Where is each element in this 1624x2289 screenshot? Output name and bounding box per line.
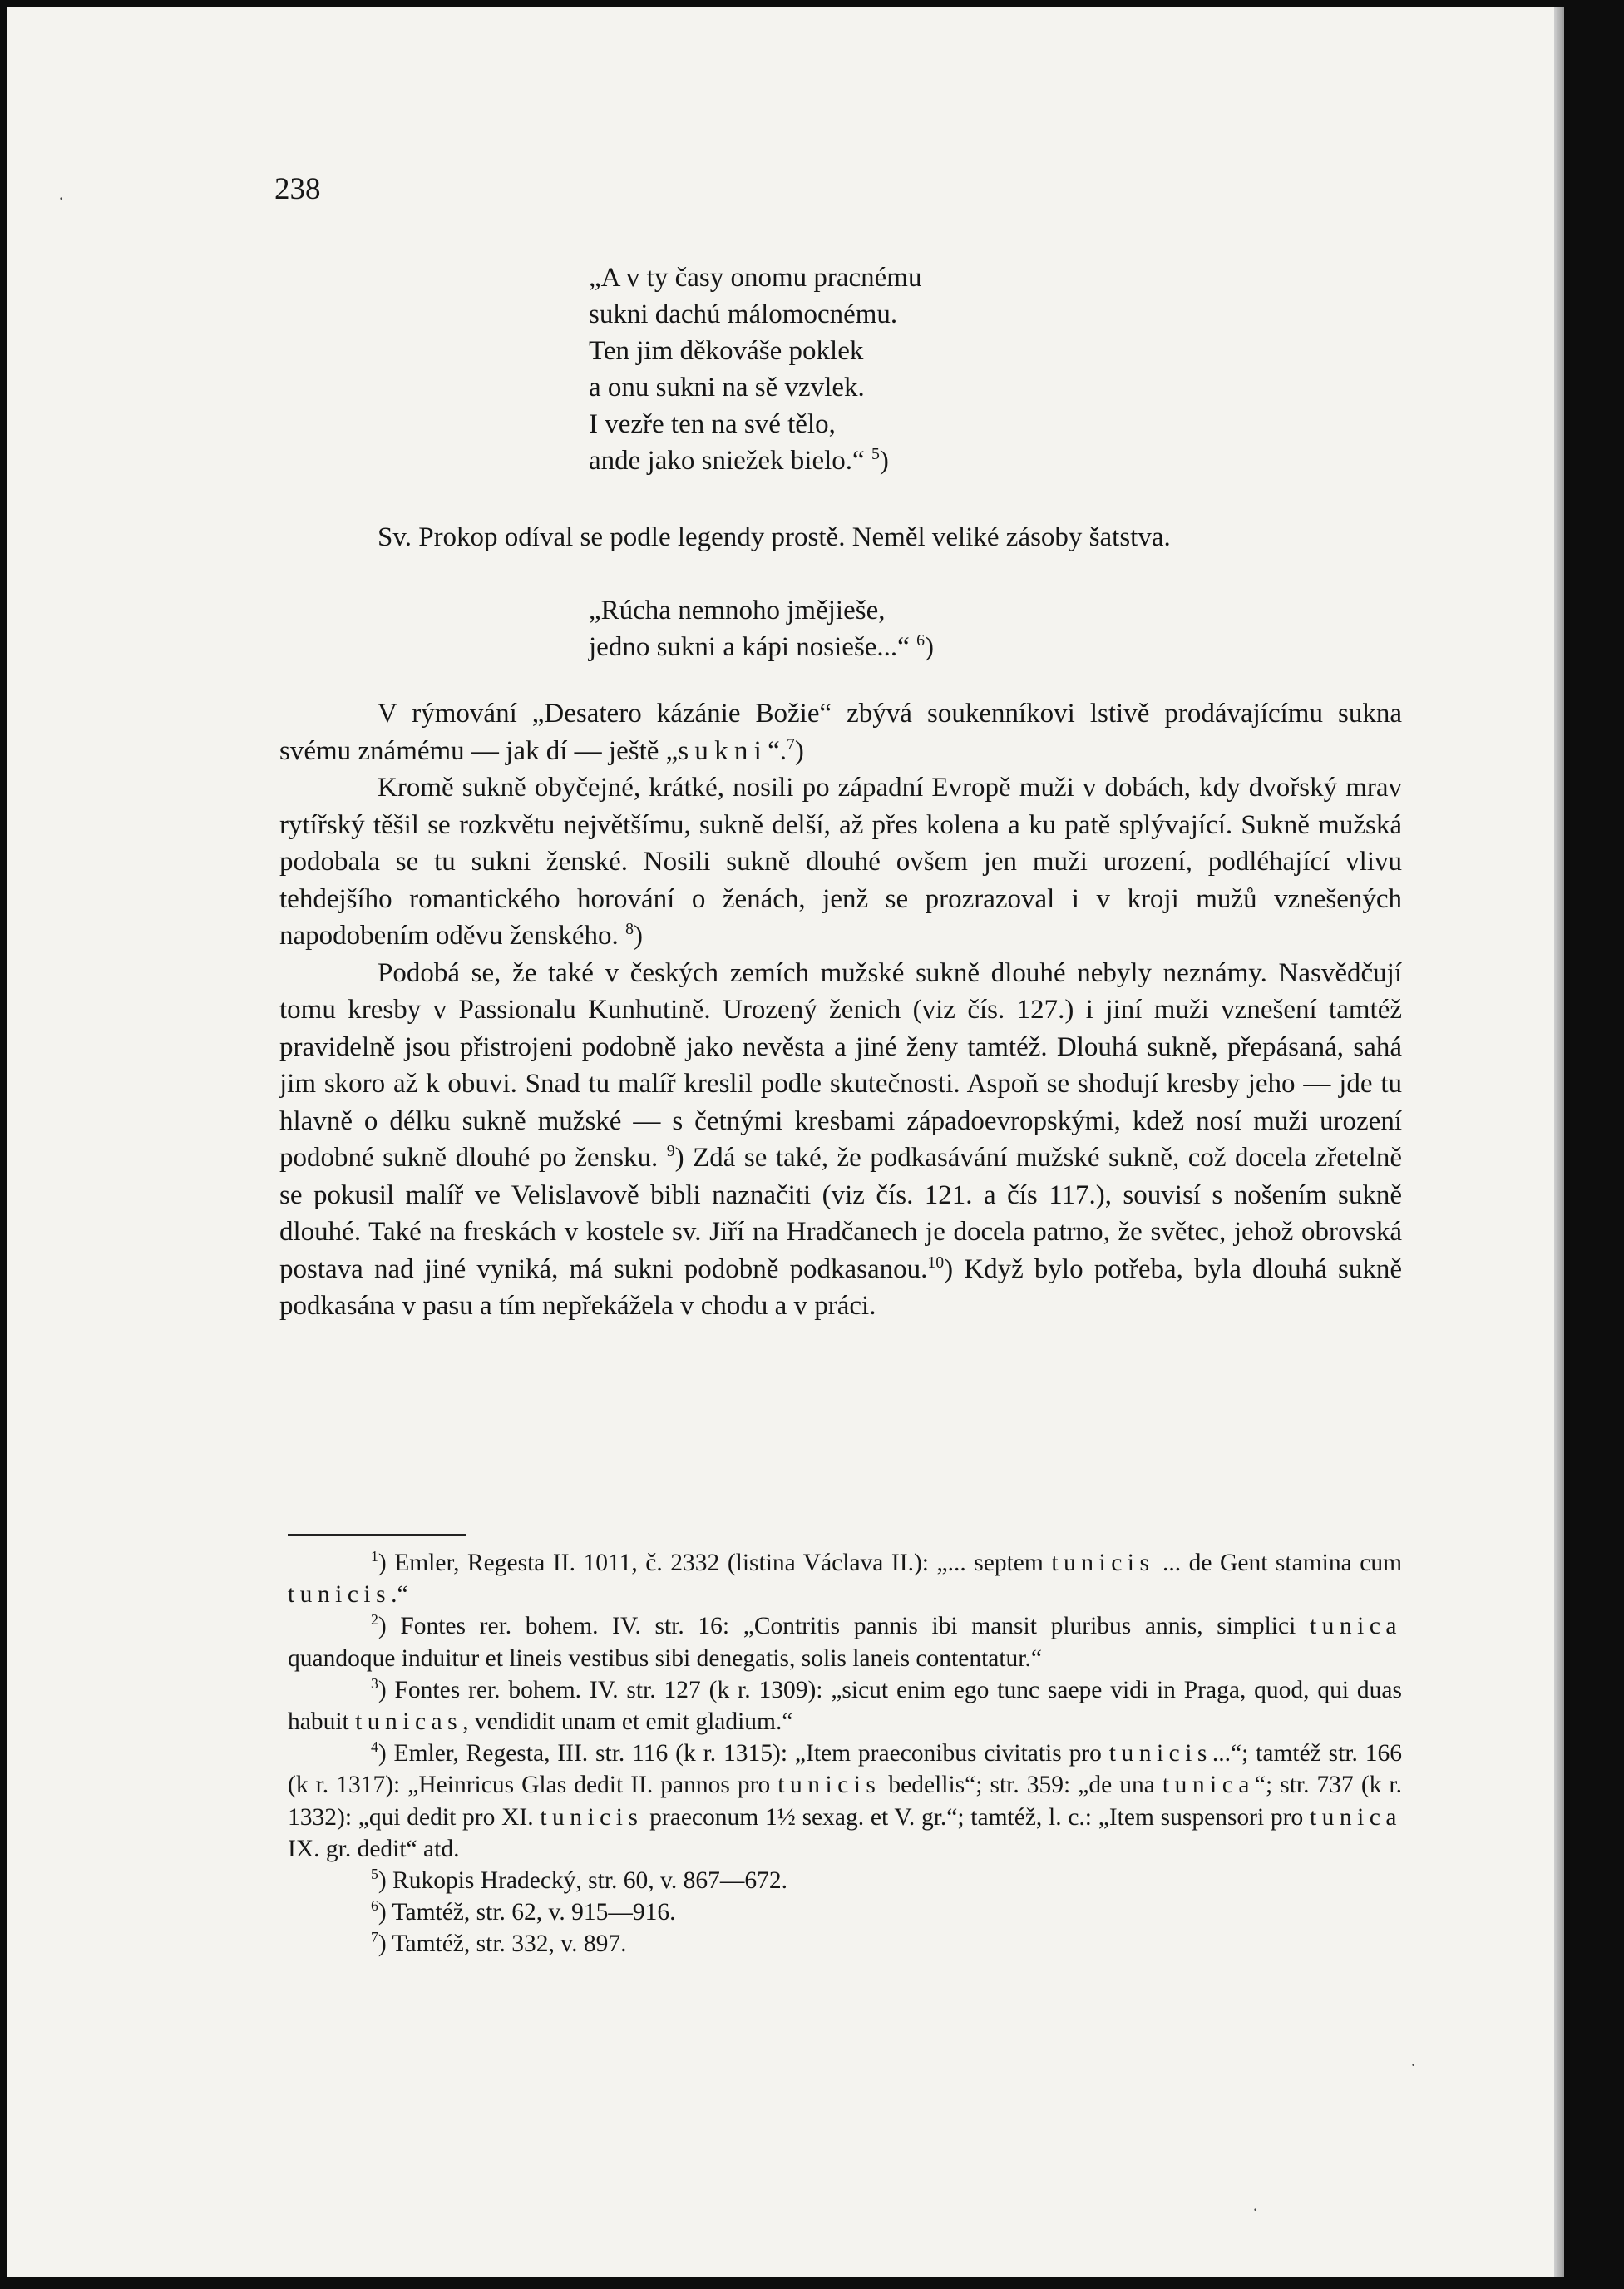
footnote-2: $^2$) Fontes rer. bohem. IV. str. 16: „Contritis pannis ibi mansit pluribus annis, simplici tunica quandoque induitur et lineis vestibus sibi denegatis, solis laneis contentatur.“	[288, 1611, 1402, 1672]
verse-line: sukni dachú málomocnému.	[589, 299, 898, 329]
paragraph-prokop: Sv. Prokop odíval se podle legendy prostě. Neměl veliké zásoby šatstva.	[378, 522, 1171, 552]
footnotes	[288, 1547, 1402, 1960]
page-number: 238	[274, 172, 321, 206]
verse-quote-1	[589, 260, 921, 479]
verse-line: „A v ty časy onomu pracnému	[589, 263, 922, 293]
verse-line: „Rúcha nemnoho jmějieše,	[589, 596, 886, 625]
footnote-divider	[288, 1534, 466, 1536]
footnote-5: $^5$) Rukopis Hradecký, str. 60, v. 867—672.	[371, 1866, 788, 1895]
footnote-ref: 8	[625, 920, 634, 938]
verse-quote-2	[589, 592, 934, 665]
verse-line: ande jako sniežek bielo.“ $^5$)	[589, 445, 889, 476]
verse-line: I vezře ten na své tělo,	[589, 409, 836, 439]
footnote-ref: 10	[927, 1253, 945, 1272]
paragraph-dlouhe-sukne: Kromě sukně obyčejné, krátké, nosili po západní Evropě muži v dobách, kdy dvořský mrav rytířský těšil se rozkvětu největšímu, sukně delší, až přes kolena a ku patě splývající. Sukně mužská podobala se tu sukni ženské. Nosili sukně dlouhé ovšem jen muži urození, podléhající vlivu tehdejšího romantického horování o ženách, jenž se prozrazoval i v kroji mužů vznešených napodobením oděvu ženského. $^8$)	[279, 773, 1402, 951]
scan-speck: ·	[58, 188, 65, 209]
book-page	[7, 7, 1564, 2277]
footnote-ref: 9	[666, 1142, 675, 1160]
scan-speck: ·	[1252, 2199, 1259, 2220]
verse-line: a onu sukni na sě vzvlek.	[589, 373, 865, 403]
verse-line: Ten jim děkováše poklek	[589, 336, 864, 366]
footnote-4: $^4$) Emler, Regesta, III. str. 116 (k r. 1315): „Item praeconibus civitatis pro tunicis...“; tamtéž str. 166 (k r. 1317): „Heinricus Glas dedit II. pannos pro tunicis bedellis“; str. 359: „de una tunica“; str. 737 (k r. 1332): „qui dedit pro XI. tunicis praeconum 1½ sexag. et V. gr.“; tamtéž, l. c.: „Item suspensori pro tunica IX. gr. dedit“ atd.	[288, 1738, 1403, 1862]
footnote-1: $^1$) Emler, Regesta II. 1011, č. 2332 (listina Václava II.): „... septem tunicis ... de Gent stamina cum tunicis.“	[288, 1548, 1403, 1609]
page-edge-shadow	[1554, 7, 1564, 2277]
main-text	[279, 695, 1402, 1325]
paragraph-desatero: V rýmování „Desatero kázánie Božie“ zbývá soukenníkovi lstivě prodávajícímu sukna svému známému — jak dí — ještě „sukni“.$^7$)	[279, 699, 1402, 766]
footnote-3: $^3$) Fontes rer. bohem. IV. str. 127 (k r. 1309): „sicut enim ego tunc saepe vidi in Praga, quod, qui duas habuit tunicas, vendidit unam et emit gladium.“	[288, 1674, 1402, 1736]
footnote-7: $^7$) Tamtéž, str. 332, v. 897.	[371, 1929, 627, 1958]
paragraph-ceske-zeme: Podobá se, že také v českých zemích mužské sukně dlouhé nebyly neznámy. Nasvědčují tomu kresby v Passionalu Kunhutině. Urozený ženich (viz čís. 127.) i jiní muži vznešení tamtéž pravidelně jsou přistrojeni podobně jako nevěsta a jiné ženy tamtéž. Dlouhá sukně, přepásaná, sahá jim skoro až k obuvi. Snad tu malíř kreslil podle skutečnosti. Aspoň se shodují kresby jeho — jde tu hlavně o délku sukně mužské — s četnými kresbami západoevropskými, kdež nosí muži urození podobné sukně dlouhé po žensku. $^9$) Zdá se také, že podkasávání mužské sukně, což docela zřetelně se pokusil malíř ve Velislavově bibli naznačiti (viz čís. 121. a čís 117.), souvisí s nošením sukně dlouhé. Také na freskách v kostele sv. Jiří na Hradčanech je docela patrno, že světec, jehož obrovská postava nad jiné vyniká, má sukni podobně podkasanou.$^{10}$) Když bylo potřeba, byla dlouhá sukně podkasána v pasu a tím nepřekážela v chodu a v práci.	[279, 957, 1402, 1321]
footnote-ref: 5	[871, 445, 880, 463]
footnote-ref: 6	[916, 631, 925, 650]
scan-speck: ·	[1410, 2054, 1417, 2075]
verse-line: jedno sukni a kápi nosieše...“ $^6$)	[589, 631, 934, 662]
footnote-6: $^6$) Tamtéž, str. 62, v. 915—916.	[371, 1897, 676, 1926]
footnote-ref: 7	[787, 734, 795, 754]
